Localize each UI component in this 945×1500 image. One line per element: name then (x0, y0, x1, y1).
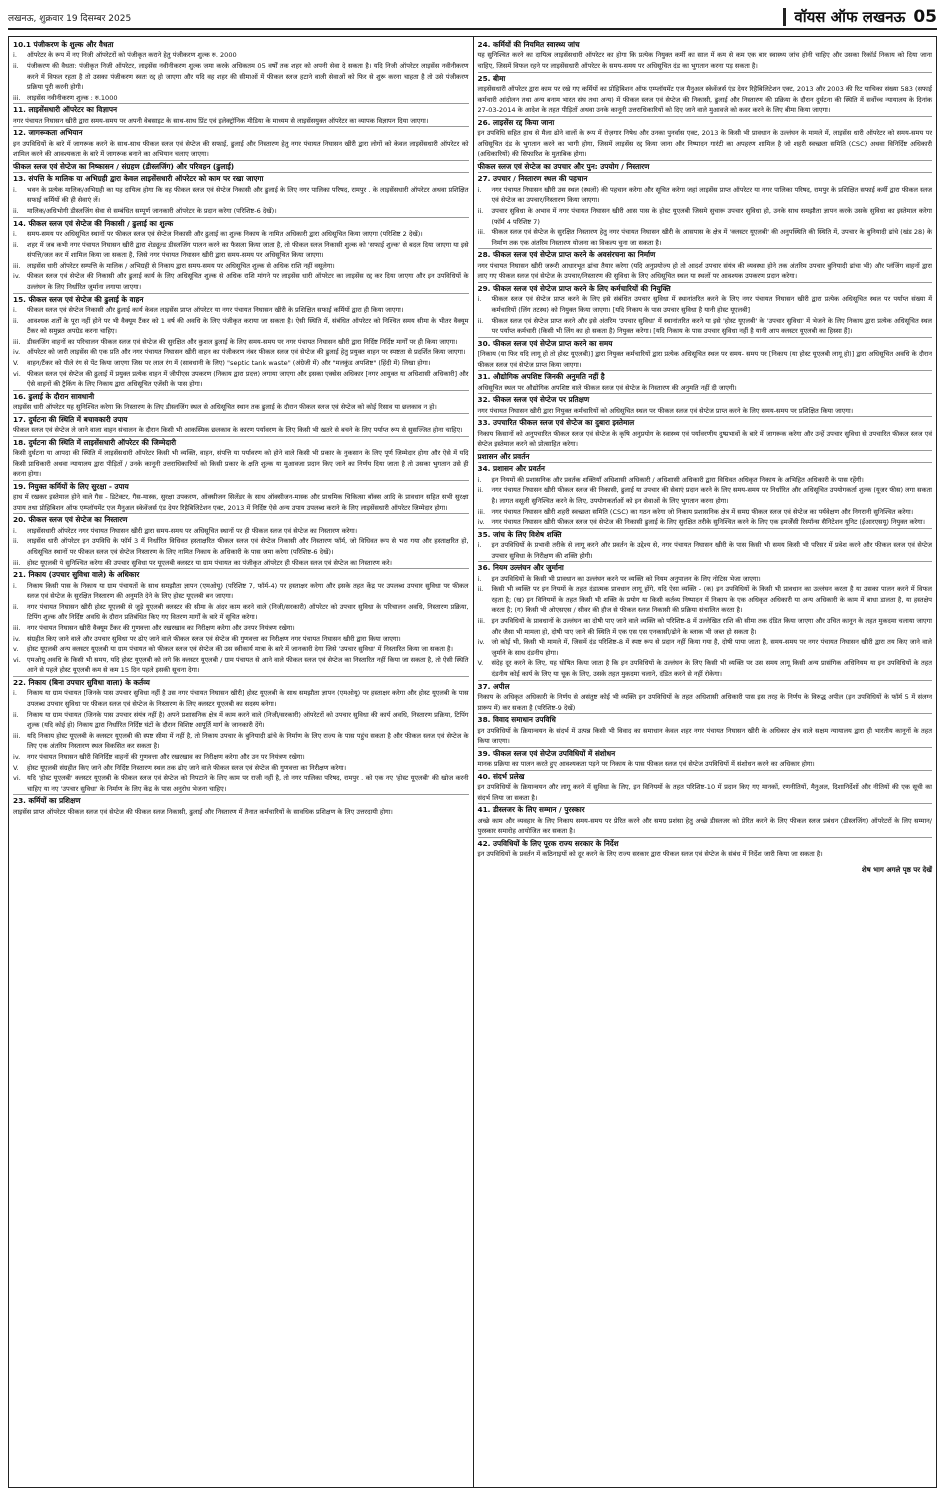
list-item (13, 602, 469, 623)
list-item (13, 316, 469, 337)
item-text: जो कोई भी, किसी भी मामले में, जिसमें दंड परिशिष्ट-8 में स्पष्ट रूप से प्रदान नहीं किया गया है, दोषी पाया जाता है, समय-समय पर नगर पंचायत निघासन खीरी द्वारा तय किए जाने वाले जुर्माने के साथ दंडनीय होगा। (491, 638, 932, 657)
article-columns (8, 36, 937, 1488)
item-text: निकाय या ग्राम पंचायत [जिनके पास उपचार सुविधा नहीं है उस नगर पंचायत निघासन खीरी] होस्ट यूएलबी के साथ समझौता ज्ञापन (एमओयू) पर हस्ताक्षर करेगा और होस्ट यूएलबी के पास उपलब्ध उपचार सुविधा पर फीकल स्लज एवं सेप्टेज के निस्तारण के लिए क्लस्टर यूएलबी का सदस्य बनेगा। (27, 689, 469, 708)
list-item (478, 616, 933, 637)
item-number: iv. (13, 272, 21, 281)
item-text: होस्ट यूएलबी संग्रहीत किए जाने और निर्दिष्ट निस्तारण स्थल तक ढोए जाने वाले फीकल स्लज एवं सेप्टेज की गुणवत्ता का निरीक्षण करेगा। (27, 763, 347, 772)
list-item (13, 369, 469, 390)
section (478, 172, 933, 248)
item-text: फीकल स्लज एवं सेप्टेज प्राप्त करने और इसे अंतरिम 'उपचार सुविधा' में स्थानांतरित करने या इसे 'होस्ट यूएलबी' के 'उपचार सुविधा' में भेजने के लिए निकाय द्वारा प्रत्येक अधिसूचित स्थल पर पर्याप्त कर्मचारी (किसी भी लिंग का हो सकता है) नियुक्त करेगा। [यदि निकाय के पास उपचार सुविधा नहीं है यानी आप क्लस्टर यूएलबी का हिस्सा हैं]। (491, 316, 932, 336)
section (13, 293, 469, 390)
part-heading: प्रशासन और प्रवर्तन (478, 450, 933, 462)
section-title: 16. ढुलाई के दौरान सावधानी (13, 390, 469, 402)
item-text: इन नियमों की प्रशासनिक और प्रवर्तक शक्तियाँ अधिशासी अधिकारी / अधिशासी अधिकारी द्वारा विधिवत अधिकृत निकाय के अभिहित अधिकारी के पास रहेंगी। (491, 475, 864, 484)
section-paragraph: निकाय किसानों को अनुपचारित फीकल स्लज एवं सेप्टेज के कृषि अनुप्रयोग के स्वास्थ्य एवं पर्यावरणीय दुष्प्रभावों के बारे में जागरूक करेगा और उन्हें उपचार सुविधा से उपचारित फीकल स्लज एवं सेप्टेज इस्तेमाल करने को प्रोत्साहित करेगा। (477, 429, 932, 449)
date-line: लखनऊ, शुक्रवार 19 दिसम्बर 2025 (8, 13, 132, 24)
list-item (13, 773, 469, 794)
section-title: 39. फीकल स्लज एवं सेप्टेज उपविधियों में संशोधन (478, 747, 933, 759)
section-paragraph: लाइसेंस धारी ऑपरेटर यह सुनिश्चित करेगा कि निस्तारण के लिए डीस्लजिंग स्थल से अधिसूचित स्थान तक ढुलाई के दौरान फीकल स्लज एवं सेप्टेज को कोई रिसाव या छलकाव न हो। (13, 403, 437, 412)
section (13, 513, 469, 568)
section-title: 14. फीकल स्लज एवं सेप्टेज की निकासी / ढुलाई का शुल्क (13, 217, 469, 229)
list-item (478, 206, 933, 227)
section (13, 126, 469, 172)
item-text: यदि निकाय होस्ट यूएलबी के क्लस्टर यूएलबी की स्पष्ट सीमा में नहीं है, तो निकाय उपचार के बुनियादी ढांचे के निर्माण के लिए राज्य के पास पहुंच सकता है और फीकल स्लज एवं सेप्टेज के लिए एक अंतरिम निस्तारण स्थल विकसित कर सकता है। (27, 731, 469, 751)
section-title: 25. बीमा (478, 72, 933, 84)
section-title: 21. निकाय (उपचार सुविधा वाले) के अधिकार (13, 568, 469, 580)
item-number: i. (477, 475, 482, 484)
list-item (13, 347, 469, 358)
item-number: i. (477, 541, 482, 550)
item-text: लाइसेंस नवीनीकरण शुल्क : रु.1000 (27, 93, 118, 102)
section-paragraph: नगर पंचायत निघासन खीरी द्वारा नियुक्त कर्मचारियों को अधिसूचित स्थल पर फीकल स्लज एवं सेप्टेज प्राप्त करने के लिए समय-समय पर प्रशिक्षित किया जाएगा। (477, 406, 854, 415)
list-item (13, 229, 469, 240)
list-item (13, 93, 469, 104)
item-text: नगर पंचायत निघासन खीरी उस स्थल (स्थलों) की पहचान करेगा और सूचित करेगा जहां लाइसेंस प्राप्त ऑपरेटर या नगर पालिका परिषद, रामपुर के प्रशिक्षित सफाई कर्मी द्वारा फीकल स्लज एवं सेप्टेज का उपचार/निस्तारण किया जाएगा। (491, 185, 932, 205)
list-item (478, 185, 933, 206)
item-text: ऑपरेटर के रूप में नए निजी ऑपरेटरों को पंजीकृत कराने हेतु पंजीकरण शुल्क रु. 2000 (27, 51, 237, 60)
item-number: ii. (477, 585, 484, 594)
section (478, 282, 933, 337)
section-title: 19. नियुक्त कर्मियों के लिए सुरक्षा - उपाय (13, 480, 469, 492)
section-title: 20. फीकल स्लज एवं सेप्टेज का निस्तारण (13, 513, 469, 525)
section (478, 680, 933, 714)
item-text: फीकल स्लज एवं सेप्टेज के सुरक्षित निस्तारण हेतु नगर पंचायत निघासन खीरी के आसपास के क्षेत्र में 'क्लस्टर यूएलबी' की अनुपस्थिति की स्थिति में, उपचार के बुनियादी ढांचे (खंड 28) के निर्माण तक एक अंतरिम निस्तारण योजना का विकल्प चुना जा सकता है। (491, 228, 932, 247)
item-number: iii. (13, 731, 21, 740)
item-number: i. (13, 689, 17, 698)
item-text: मालिक/अधिभोगी डीस्लजिंग सेवा से सम्बंधित सम्पूर्ण जानकारी ऑपरेटर के प्रदान करेगा (परिशिष्ट-6 देखें)। (27, 206, 277, 215)
section-title: 37. अपील (478, 680, 933, 692)
section-paragraph: नगर पंचायत निघासन खीरी द्वारा समय-समय पर अपनी वेबसाइट के साथ-साथ प्रिंट एवं इलेक्ट्रॉनिक मीडिया के माध्यम से लाइसेंसयुक्त ऑपरेटर का व्यापक विज्ञापन दिया जाएगा। (13, 116, 429, 125)
section-paragraph: लाइसेंसधारी ऑपरेटर द्वारा काम पर रखे गए कर्मियों का प्रोहिबिशन ऑफ एम्प्लॉयमेंट एज मैनुअल स्केवेंजर्स एंड देयर रिहैबिलिटेशन एक्ट, 2013 और 2003 की रिट याचिका संख्या 583 (सफाई कर्मचारी आंदोलन तथा अन्य बनाम भारत संघ तथा अन्य) में फीकल स्लज एवं सेप्टेज की निकासी, ढुलाई और निस्तारण की प्रक्रिया के दौरान दुर्घटना की स्थिति में सर्वोच्च न्यायालय के दिनांक 27-03-2014 के आदेश के तहत पीड़ितों अथवा उनके कानूनी उत्तराधिकारियों को दिए जाने वाले मुआवजे को कवर करने के लिए बीमा किया जाएगा। (477, 85, 932, 115)
item-text: नगर पंचायत निघासन खीरी फीकल स्लज एवं सेप्टेज की निकासी ढुलाई के लिए सुरक्षित तरीके सुनिश्चित करने के लिए एक इमर्जेंसी रिस्पॉन्स सैनिटेशन यूनिट (ईआरएसयू) नियुक्त करेगा। (491, 518, 926, 527)
item-text: आवश्यक शर्तों के पूरा नहीं होने पर भी वैक्यूम टैंकर को 1 वर्ष की अवधि के लिए पंजीकृत कराया जा सकता है। ऐसी स्थिति में, संबंधित ऑपरेटर को निश्चित समय सीमा के भीतर वैक्यूम टैंकर को समुन्नत अपग्रेड करना चाहिए। (27, 316, 469, 336)
item-text: शहर में जब कभी नगर पंचायत निघासन खीरी द्वारा शेड्यूल्ड डीस्लजिंग पालन करने का फैसला किया जाता है, तो फीकल स्लज निकासी शुल्क को 'सफाई शुल्क' से बदल दिया जाएगा या इसे संपत्ति/जल कर में शामिल किया जा सकता है, जिसे नगर पंचायत निघासन खीरी द्वारा समय-समय पर अधिसूचित किया जाएगा। (27, 240, 469, 260)
list-item (478, 574, 933, 585)
section (478, 393, 933, 416)
item-number: iv. (477, 518, 485, 527)
item-number: i. (13, 581, 17, 590)
list-item (478, 294, 933, 315)
list-item (478, 485, 933, 506)
section (13, 413, 469, 436)
item-text: निकाय किसी पास के निकाय या ग्राम पंचायतों के साथ समझौता ज्ञापन (एमओयू) (परिशिष्ट 7, फॉर्म-4) पर हस्ताक्षर करेगा और इसके तहत केंद्र पर उपलब्ध उपचार सुविधा पर फीकल स्लज एवं सेप्टेज के सुरक्षित निस्तारण की अनुमति देने के लिए होस्ट यूएलबी बन जाएगा। (27, 581, 469, 601)
section-paragraph: मानक प्रक्रिया का पालन करते हुए आवश्यकता पड़ने पर निकाय के पास फीकल स्लज एवं सेप्टेज उपविधियों में संशोधन करने का अधिकार होगा। (477, 760, 815, 769)
section-title: 11. लाइसेंसधारी ऑपरेटर का विज्ञापन (13, 103, 469, 115)
section-title: 29. फीकल स्लज एवं सेप्टेज प्राप्त करने के लिए कर्मचारियों की नियुक्ति (478, 282, 933, 294)
list-item (13, 731, 469, 752)
section-title: 13. संपत्ति के मालिक या अभिग्रही द्वारा केवल लाइसेंसधारी ऑपरेटर को काम पर रखा जाएगा (13, 172, 469, 184)
list-item (478, 507, 933, 518)
section-title: 38. विवाद समाधान उपविधि (478, 713, 933, 725)
section-title: 30. फीकल स्लज एवं सेप्टेज प्राप्त करने का समय (478, 337, 933, 349)
list-item (478, 540, 933, 561)
section-title: 27. उपचार / निस्तारण स्थल की पहचान (478, 172, 933, 184)
section (13, 172, 469, 216)
section (478, 747, 933, 770)
list-item (13, 271, 469, 292)
item-text: संग्रहीत किए जाने वाले और उपचार सुविधा पर ढोए जाने वाले फीकल स्लज एवं सेप्टेज की गुणवत्ता का निरीक्षण नगर पंचायत निघासन खीरी द्वारा किया जाएगा। (27, 634, 401, 643)
section-paragraph: लाइसेंस प्राप्त ऑपरेटर फीकल स्लज एवं सेप्टेज की फीकल स्लज निकासी, ढुलाई और निस्तारण में तैनात कर्मचारियों के सावधिक प्रशिक्षण के लिए उत्तरदायी होगा। (13, 807, 393, 816)
section-title: 36. नियम उल्लंघन और जुर्माना (478, 561, 933, 573)
section-title: 40. संदर्भ प्रलेख (478, 770, 933, 782)
item-number: i. (477, 574, 482, 583)
part-heading: फीकल स्लज एवं सेप्टेज का उपचार और पुन: उपयोग / निस्तारण (478, 160, 933, 172)
list-item (13, 536, 469, 557)
section-paragraph: यह सुनिश्चित करने का दायित्व लाइसेंसधारी ऑपरेटर का होगा कि प्रत्येक नियुक्त कर्मी का साल में कम से कम एक बार स्वास्थ्य जांच होनी चाहिए और उसका रिकॉर्ड निकाय को दिया जाना चाहिए, जिसमें विफल रहने पर लाइसेंसधारी ऑपरेटर के समय-समय पर अधिसूचित दंड का भुगतान करना पड़ सकता है। (477, 51, 932, 70)
list-item (13, 185, 469, 206)
item-text: नगर पंचायत निघासन खीरी होस्ट यूएलबी से जुड़े यूएलबी क्लस्टर की सीमा के अंदर काम करने वाले (निजी/सरकारी) ऑपरेटर को उपचार सुविधा के परिचालन अवधि, निस्तारण प्रक्रिया, टिपिंग शुल्क और निर्दिष्ट अवधि के दौरान प्रतिबंधित किए गए वितरण मार्गों के बारे में सूचित करेगा। (27, 602, 469, 622)
item-text: ऑपरेटर को जारी लाइसेंस की एक प्रति और नगर पंचायत निघासन खीरी वाहन का पंजीकरण नंबर फीकल स्लज एवं सेप्टेज की ढुलाई हेतु प्रयुक्त वाहन पर स्पष्टता से प्रदर्शित किया जाएगा। (27, 348, 466, 357)
section-title: 28. फीकल स्लज एवं सेप्टेज प्राप्त करने के अवसंरचना का निर्माण (478, 248, 933, 260)
item-number: V. (477, 659, 484, 668)
list-item (13, 710, 469, 731)
item-number: i. (13, 229, 17, 238)
item-number: ii. (477, 486, 484, 495)
item-text: निकाय या ग्राम पंचायत (जिनके पास उपचार संयंत्र नहीं है) अपने प्रशासनिक क्षेत्र में काम करने वाले (निजी/सरकारी) ऑपरेटरों को उपचार सुविधा की कार्य अवधि, निस्तारण प्रक्रिया, टिपिंग शुल्क (यदि कोई हो) निकाय द्वारा निर्धारित निर्दिष्ट घंटों के दौरान विशिष्ट आपूर्ति मार्ग के जानकारी देंगे। (27, 710, 469, 730)
part-heading: फीकल स्लज एवं सेप्टेज का निष्कासन / संग्रहण (डीस्लजिंग) और परिवहन (ढुलाई) (13, 160, 469, 172)
section (13, 480, 469, 514)
section-paragraph: इन उपविधियों के बारे में जागरूक करने के साथ-साथ फीकल स्लज एवं सेप्टेज की सफाई, ढुलाई और निस्तारण हेतु नगर पंचायत निघासन खीरी द्वारा लोगों को केवल लाइसेंसधारी ऑपरेटर को शामिल करने की आवश्यकता के बारे में जागरूक बनाने का अभियान चलाए जाएगा। (13, 139, 469, 159)
section-paragraph: इन उपविधियों के क्रियान्वयन और लागू करने में सुविधा के लिए, इन विनियमों के तहत परिशिष्ट-10 में प्रदान किए गए मानकों, रणनीतियों, मैनुअल, दिशानिर्देशों और नीतियों की एक सूची का संदर्भ लिया जा सकता है। (477, 783, 932, 802)
section-paragraph: नगर पंचायत निघासन खीरी जरूरी आधारभूत ढांचा तैयार करेगा (यदि अनुप्रयोज्य हो तो आदर्श उपचार संयंत्र की व्यवस्था होने तक अंतरिम उपचार बुनियादी ढांचा भी) और प्लंजिंग वाहनों द्वारा लाए गए फीकल स्लज एवं सेप्टेज के उपचार/निस्तारण की सुविधा के लिए अधिसूचित स्थल या स्थलों पर आवश्यक उपकरण प्रदान करेगा। (477, 261, 932, 281)
list-item (13, 337, 469, 348)
section-title: 26. लाइसेंस रद्द किया जाना (478, 116, 933, 128)
item-text: नगर पंचायत निघासन खीरी फीकल स्लज की निकासी, ढुलाई या उपचार की सेवाएं प्रदान करने के लिए समय-समय पर निर्धारित और अधिसूचित उपयोगकर्ता शुल्क (यूजर फीस) लगा सकता है। लागत वसूली सुनिश्चित करने के लिए, उपयोगकर्ताओं को इन सेवाओं के लिए भुगतान करना होगा। (491, 486, 932, 505)
list-item (13, 558, 469, 569)
list-item (13, 206, 469, 217)
item-text: नगर पंचायत निघासन खीरी वैक्यूम टैंकर की गुणवत्ता और रखरखाव का निरीक्षण करेगा और उनपर नियंत्रण रखेगा। (27, 624, 295, 633)
section-title: 35. जांच के लिए विशेष शक्ति (478, 528, 933, 540)
section-title: 31. औद्योगिक अपशिष्ट जिनकी अनुमति नहीं है (478, 370, 933, 382)
list-item (13, 261, 469, 272)
list-item (13, 358, 469, 369)
item-text: पंजीकरण की वैधता: पंजीकृत निजी ऑपरेटर, लाइसेंस नवीनीकरण शुल्क जमा करके अधिकतम 05 वर्षों तक शहर को अपनी सेवा दे सकता है। यदि निजी ऑपरेटर लाइसेंस नवीनीकरण करने में विफल रहता है तो उसका पंजीकरण स्वतः रद्द हो जाएगा और यदि वह शहर की सीमाओं में फीकल स्लज हटाने वाली सेवाओं को फिर से शुरू करना चाहता है तो उसे पंजीकरण प्रक्रिया पूरी करनी होगी। (27, 62, 469, 92)
section-title: 42. उपविधियों के लिए पूरक राज्य सरकार के निर्देश (478, 837, 933, 849)
item-text: इन उपविधियों के प्रभावी तरीके से लागू करने और प्रवर्तन के उद्देश्य से, नगर पंचायत निघासन खीरी के पास किसी भी समय किसी भी परिसर में प्रवेश करने और फीकल स्लज एवं सेप्टेज उपचार सुविधा के निरीक्षण की शक्ति होगी। (491, 541, 932, 560)
item-number: ii. (477, 206, 484, 215)
section-title: 34. प्रशासन और प्रवर्तन (478, 462, 933, 474)
item-number: V. (13, 763, 19, 772)
list-item (478, 658, 933, 679)
item-text: नगर पंचायत निघासन खीरी शहरी स्वच्छता समिति (CSC) का गठन करेगा जो निकाय प्रशासनिक क्षेत्र में समग्र फीकल स्लज एवं सेप्टेज का पर्यवेक्षण और निगरानी सुनिश्चित करेगा। (491, 507, 914, 516)
section (478, 561, 933, 679)
list-item (13, 763, 469, 774)
item-number: iii. (477, 507, 486, 516)
item-text: लाइसेंसधारी ऑपरेटर नगर पंचायत निघासन खीरी द्वारा समय-समय पर अधिसूचित स्थानों पर ही फीकल स्लज एवं सेप्टेज का निस्तारण करेगा। (27, 526, 358, 535)
item-number: iv. (13, 348, 21, 357)
item-text: होस्ट यूएलबी अन्य क्लस्टर यूएलबी या ग्राम पंचायत को फीकल स्लज एवं सेप्टेज की उस स्वीकार्य मात्रा के बारे में जानकारी देगा जिसे 'उपचार सुविधा' में निस्तारित किया जा सकता है। (27, 645, 453, 654)
item-number: iii. (477, 617, 486, 626)
section-paragraph: निकाय के अधिकृत अधिकारी के निर्णय से असंतुष्ट कोई भी व्यक्ति इन उपविधियों के तहत अधिशासी अधिकारी पास इस तरह के निर्णय के विरुद्ध अपील (इन उपविधियों के फॉर्म 5 में संलग्न प्रारूप में) कर सकता है (परिशिष्ट-9 देखें) (477, 693, 932, 712)
section-title: 41. डीस्लजर के लिए सम्मान / पुरस्कार (478, 803, 933, 815)
item-text: किसी भी व्यक्ति पर इन नियमों के तहत दंडात्मक प्रावधान लागू होंगे, यदि ऐसा व्यक्ति - (क) इन उपविधियों के किसी भी प्रावधान का उल्लंघन करता है या उसका पालन करने में विफल रहता है; (ख) इन विनियमों के तहत किसी भी शक्ति के प्रयोग या किसी कर्तव्य निष्पादन में निकाय के एक अधिकृत अधिकारी या अन्य अधिकारी के काम में बाधा डालता है, या हस्तक्षेप करता है; (ग) किसी भी ओएसएस / सीवर की हौज से फीकल स्लज निकासी की प्रक्रिया संचालित करता है। (491, 585, 932, 615)
section (13, 390, 469, 413)
section-title: 15. फीकल स्लज एवं सेप्टेज की ढुलाई के वाहन (13, 293, 469, 305)
item-number: ii. (13, 240, 19, 249)
item-text: लाइसेंस धारी ऑपरेटर सम्पत्ति के मालिक / अभिग्रही से निकाय द्वारा समय-समय पर अधिसूचित शुल्क से अधिक राशि नहीं वसूलेगा। (27, 261, 335, 270)
item-text: लाइसेंस धारी ऑपरेटर इन उपविधि के फॉर्म 3 में निर्धारित विधिवत हस्ताक्षरित फीकल स्लज एवं सेप्टेज निकासी और निस्तारण फॉर्म, जो विधिवत रूप से भरा गया और हस्ताक्षरित हो, अधिसूचित स्थानों पर फीकल स्लज एवं सेप्टेज निस्तारण के लिए नामित निकाय के अधिकारी के पास जमा करेगा (परिशिष्ट-6 देखें)। (27, 537, 469, 557)
list-item (478, 316, 933, 337)
section (478, 837, 933, 860)
list-item (478, 584, 933, 616)
item-number: i. (13, 185, 17, 194)
item-number: ii. (13, 316, 19, 325)
section (478, 337, 933, 371)
section-paragraph: [निकाय (या फिर यदि लागू हो तो होस्ट यूएलबी)] द्वारा नियुक्त कर्मचारियों द्वारा प्रत्येक अधिसूचित स्थल पर समय- समय पर [निकाय (या होस्ट यूएलबी लागू हो)] द्वारा अधिसूचित अवधि के दौरान फीकल स्लज एवं सेप्टेज प्राप्त किया जाएगा। (477, 350, 932, 369)
section-title: 10.1 पंजीकरण के शुल्क और वैधता (13, 40, 114, 49)
section-title: 23. कर्मियों का प्रशिक्षण (13, 794, 469, 806)
section (478, 39, 933, 72)
list-item (13, 581, 469, 602)
list-item (13, 623, 469, 634)
item-number: iv. (477, 638, 485, 647)
item-number: ii. (13, 710, 19, 719)
item-number: i. (477, 185, 482, 194)
item-text: डीस्लजिंग वाहनों का परिचालन फीकल स्लज एवं सेप्टेज की सुरक्षित और कुशल ढुलाई के लिए समय-समय पर नगर पंचायत निघासन खीरी द्वारा निर्दिष्ट निर्दिष्ट मार्गों पर ही किया जाएगा। (27, 337, 458, 346)
masthead (8, 6, 937, 30)
section (478, 72, 933, 116)
left-column (9, 37, 473, 1487)
section-title: 22. निकाय (बिना उपचार सुविधा वाला) के कर्तव्य (13, 676, 469, 688)
item-text: इन उपविधियों के प्रावधानों के उल्लंघन का दोषी पाए जाने वाले व्यक्ति को परिशिष्ट-8 में उल्लेखित राशि की सीमा तक दंडित किया जाएगा और उचित कानून के तहत मुकदमा चलाया जाएगा और जैसा भी मामला हो, दोषी पाए जाने की स्थिति में एक एस एस एनकासी/ढोने के ब्लाक भी जब्त हो सकता है। (491, 617, 932, 636)
item-number: i. (13, 51, 17, 60)
section (478, 370, 933, 393)
list-item (13, 526, 469, 537)
item-text: होस्ट यूएलबी ये सुनिश्चित करेगा की उपचार सुविधा पर यूएलबी क्लस्टर या ग्राम पंचायत का पंजीकृत ऑपरेटर ही फीकल स्लज एवं सेप्टेज का निस्तारण करे। (27, 558, 392, 567)
section (478, 248, 933, 282)
list-item (13, 240, 469, 261)
item-number: ii. (13, 206, 19, 215)
item-text: यदि 'होस्ट यूएलबी' क्लस्टर यूएलबी के फीकल स्लज एवं सेप्टेज को निपटाने के लिए काम पर राजी नहीं है, तो नगर पालिका परिषद, रामपुर . को एक नए 'होस्ट यूएलबी' की खोज करनी चाहिए या नए 'उपचार सुविधा' के निर्माण के लिए केंद्र के पास अनुरोध भेजना चाहिए। (27, 774, 469, 793)
list-item (13, 752, 469, 763)
right-column (473, 37, 937, 1487)
item-text: फीकल स्लज एवं सेप्टेज की निकासी और ढुलाई कार्य के लिए अधिसूचित शुल्क से अधिक राशि मांगने पर लाइसेंस धारी ऑपरेटर का लाइसेंस रद्द कर दिया जाएगा और इन उपविधियों के उल्लंघन के लिए निर्धारित जुर्माना लगाया जाएगा। (27, 272, 469, 291)
section (478, 803, 933, 837)
paper-name: वॉयस ऑफ लखनऊ (794, 8, 906, 26)
item-number: iii. (477, 228, 486, 237)
item-text: भवन के प्रत्येक मालिक/अभिग्रही का यह दायित्व होगा कि वह फीकल स्लज एवं सेप्टेज निकासी और ढुलाई के लिए नगर पालिका परिषद, रामपुर . के लाइसेंसधारी ऑपरेटर अथवा प्रशिक्षित सफाई कर्मियों की ही सेवाएं लें। (27, 185, 469, 205)
item-number: iv. (13, 752, 21, 761)
section-paragraph: फीकल स्लज एवं सेप्टेज ले जाने वाला वाहन संचालन के दौरान किसी भी आकस्मिक छलकाव के कारण पर्यावरण के लिए किसी भी खतरे से बचने के लिए पर्याप्त रूप से सुसज्जित होना चाहिए। (13, 426, 463, 435)
list-item (478, 475, 933, 486)
section (478, 770, 933, 804)
list-item (13, 688, 469, 709)
item-number: ii. (13, 62, 19, 70)
list-item (13, 655, 469, 676)
item-text: समय-समय पर अधिसूचित स्थानों पर फीकल स्लज एवं सेप्टेज निकासी और ढुलाई का शुल्क निकाय के नामित अधिकारी द्वारा अधिसूचित किया जाएगा (परिशिष्ट 2 देखें)। (27, 229, 423, 238)
section-paragraph: किसी दुर्घटना या आपदा की स्थिति में लाइसेंसधारी ऑपरेटर किसी भी व्यक्ति, वाहन, संपत्ति या पर्यावरण को होने वाले किसी भी प्रकार के नुकसान के लिए पूर्ण जिम्मेदार होगा और ऐसे में यदि किसी प्राधिकारी अथवा न्यायालय द्वारा पीड़ितों / उनके कानूनी उत्तराधिकारियों को किसी प्रकार के क्षति शुल्क या मुआवजा प्रदान किए जाने का निर्णय दिया जाता है तो उसका भुगतान उसे ही करना होगा। (13, 449, 469, 479)
list-item (478, 517, 933, 528)
section (478, 713, 933, 747)
section (13, 436, 469, 480)
item-number: ii. (13, 537, 19, 546)
list-item (13, 61, 469, 93)
section (478, 416, 933, 462)
section-paragraph: इन उपविधि सहित हाथ से मैला ढोने वालों के रूप में रोज़गार निषेध और उनका पुनर्वास एक्ट, 2013 के किसी भी प्रावधान के उल्लंघन के मामले में, लाइसेंस धारी ऑपरेटर को समय-समय पर अधिसूचित दंड के भुगतान करने का भागी होगा, जिसमें लाइसेंस रद्द किया जाना और निष्पादन गारंटी का अपहरण शामिल है जो शहरी स्वच्छता समिति (CSC) अथवा विनिर्दिष्ट अधिकारी (अधिकारियों) की सिफारिश के मुताबिक होगा। (477, 129, 932, 159)
item-number: iii. (13, 624, 21, 633)
item-number: vi. (13, 369, 21, 378)
section (13, 103, 469, 126)
item-text: फीकल स्लज एवं सेप्टेज प्राप्त करने के लिए इसे संबंधित उपचार सुविधा में स्थानांतरित करने के लिए नगर पंचायत निघासन खीरी द्वारा प्रत्येक अधिसूचित स्थल पर पर्याप्त संख्या में कर्मचारियों (लिंग तटस्थ) को नियुक्त किया जाएगा। [यदि निकाय के पास उपचार सुविधा है यानी होस्ट यूएलबी] (491, 295, 932, 314)
item-number: v. (13, 645, 19, 654)
item-number: V. (13, 358, 19, 367)
item-text: संदेह दूर करने के लिए, यह घोषित किया जाता है कि इन उपविधियों के उल्लंघन के लिए किसी भी व्यक्ति पर उस समय लागू किसी अन्य प्रासंगिक अधिनियम या इन उपविधियों के तहत दंडनीय कोई कार्य के लिए या चूक के लिए, उसके तहत मुकदमा चलाने, दंडित करने से नहीं रोकेगा। (491, 659, 932, 679)
item-number: ii. (13, 602, 19, 611)
continued-note: शेष भाग अगले पृष्ठ पर देखें (861, 866, 932, 874)
item-number: ii. (477, 316, 484, 325)
section (13, 217, 469, 293)
section-paragraph: अधिसूचित स्थल पर औद्योगिक अपशिष्ट वाले फीकल स्लज एवं सेप्टेज के निस्तारण की अनुमति नहीं दी जाएगी। (477, 383, 737, 392)
section (13, 568, 469, 676)
item-number: iii. (13, 558, 21, 567)
section (478, 116, 933, 173)
list-item (13, 634, 469, 645)
item-text: एमओयू अवधि के किसी भी समय, यदि होस्ट यूएलबी को लगे कि क्लस्टर यूएलबी / ग्राम पंचायत से आने वाले फीकल स्लज एवं सेप्टेज का निस्तारित नहीं किया जा सकता है, तो ऐसी स्थिति आने से पहले होस्ट यूएलबी कम से कम 15 दिन पहले इसकी सूचना देगा। (27, 655, 469, 675)
page-number: 05 (913, 7, 937, 27)
list-item (478, 637, 933, 658)
section-title: 32. फीकल स्लज एवं सेप्टेज पर प्रतिक्षण (478, 393, 933, 405)
section (13, 676, 469, 794)
list-item (478, 227, 933, 248)
item-number: iv. (13, 634, 21, 643)
section-title: 18. दुर्घटना की स्थिति में लाइसेंसधारी ऑपरेटर की जिम्मेदारी (13, 436, 469, 448)
section-title: 17. दुर्घटना की स्थिति में बचावकारी उपाय (13, 413, 469, 425)
section-paragraph: हाथ में रखकर इस्तेमाल होने वाले गैस - डिटेक्टर, गैस-मास्क, सुरक्षा उपकरण, ऑक्सीजन सिलेंडर के साथ ऑक्सीजन-मास्क और प्राथमिक चिकित्सा बॉक्स आदि के प्रावधान सहित सभी सुरक्षा उपाय तथा प्रोहिबिशन ऑफ एम्प्लॉयमेंट एज मैनुअल स्केवेंजर्स एंड देयर रिहैबिलिटेशन एक्ट, 2013 में निर्दिष्ट ऐसे अन्य उपाय उपलब्ध कराने के लिए लाइसेंसधारी ऑपरेटर जिम्मेदार होगा। (13, 493, 469, 512)
item-text: उपचार सुविधा के अभाव में नगर पंचायत निघासन खीरी आस पास के होस्ट यूएलबी जिसमे सुचारू उपचार सुविधा हो, उनके साथ समझौता ज्ञापन करके उसके सुविधा का इस्तेमाल करेगा (फॉर्म 4 परिशिष्ट 7) (491, 206, 932, 226)
item-text: इन उपविधियों के किसी भी प्रावधान का उल्लंघन करने पर व्यक्ति को नियम अनुपालन के लिए नोटिस भेजा जाएगा। (491, 574, 761, 583)
list-item (13, 305, 469, 316)
item-number: i. (13, 526, 17, 535)
item-number: iii. (13, 337, 21, 346)
item-text: फीकल स्लज एवं सेप्टेज की ढुलाई में प्रयुक्त प्रत्येक वाहन में जीपीएस उपकरण (निकाय द्वारा प्रदत्त) लगाया जाएगा और इसका एक्सेस अधिकार [नगर आयुक्त या अधिशासी अधिकारी] और ऐसे वाहनों की ट्रैकिंग के लिए निकाय द्वारा अधिसूचित एजेंसी के पास होगा। (27, 369, 469, 389)
section (13, 794, 469, 817)
section (13, 39, 469, 103)
item-number: i. (13, 305, 17, 314)
item-number: vi. (13, 774, 21, 783)
item-number: iii. (13, 93, 21, 102)
item-text: वाहन/टैंकर को पीले रंग से पेंट किया जाएगा जिस पर लाल रंग में (सावधानी के लिए) "septic tank waste" (अंग्रेजी में) और "मलकुंड अपशिष्ट" (हिंदी में) लिखा होगा। (27, 358, 431, 367)
section-paragraph: इन उपविधियों के क्रियान्वयन के संदर्भ में उत्पन्न किसी भी विवाद का समाधान केवल शहर नगर पंचायत निघासन खीरी के अधिकार क्षेत्र वाले सक्षम न्यायालय द्वारा ही भारतीय कानूनों के तहत किया जाएगा। (477, 726, 932, 746)
item-number: iii. (13, 261, 21, 270)
item-number: vi. (13, 655, 21, 664)
item-number: i. (477, 295, 482, 304)
section-title: 12. जागरूकता अभियान (13, 126, 469, 138)
section-paragraph: इन उपविधियों के प्रवर्तन में कठिनाइयों को दूर करने के लिए राज्य सरकार द्वारा फीकल स्लज एवं सेप्टेज के संबंध में निर्देश जारी किया जा सकता है। (477, 850, 823, 859)
list-item (13, 50, 469, 61)
section-paragraph: अच्छे काम और व्यवहार के लिए निकाय समय-समय पर प्रेरित करने और समग्र प्रशंसा हेतु अच्छे डीस्लजर को प्रेरित करने के लिए फीकल स्लज प्रबंधन (डीस्लजिंग) ऑपरेटरों के लिए सम्मान/पुरस्कार समारोह आयोजित कर सकता है। (477, 816, 932, 836)
section (478, 528, 933, 562)
section-title: 33. उपचारित फीकल स्लज एवं सेप्टेज का दुबारा इस्तेमाल (478, 416, 933, 428)
masthead-rule (783, 8, 786, 26)
item-text: नगर पंचायत निघासन खीरी विनिर्दिष्ट वाहनों की गुणवत्ता और रखरखाव का निरीक्षण करेगा और उन पर नियंत्रण रखेगा। (27, 752, 305, 761)
section (478, 462, 933, 527)
list-item (13, 644, 469, 655)
section-title: 24. कर्मियों की नियमित स्वास्थ्य जांच (477, 40, 580, 49)
item-text: फीकल स्लज एवं सेप्टेज निकासी और ढुलाई कार्य केवल लाइसेंस प्राप्त ऑपरेटर या नगर पंचायत निघासन खीरी के प्रशिक्षित सफाई कर्मियों द्वारा ही किया जाएगा। (27, 305, 404, 314)
